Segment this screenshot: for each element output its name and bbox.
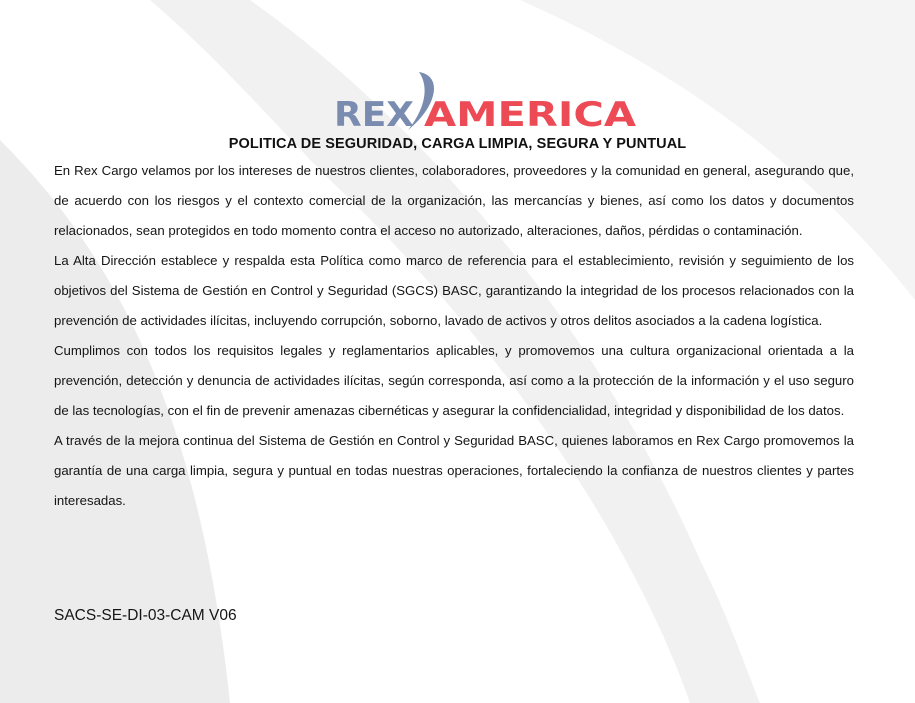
document-code: SACS-SE-DI-03-CAM V06 (54, 607, 237, 624)
policy-paragraph: Cumplimos con todos los requisitos legales y reglamentarios aplicables, y promovemos una cultura organizacional orientada a la prevención, detección y denuncia de actividades ilícitas, según corresponda, así como a la protección de la información y el uso seguro de las tecnologías, con el fin de prevenir amenazas cibernéticas y asegurar la confidencialidad, integridad y disponibilidad de los datos. (54, 343, 854, 418)
document-title: POLITICA DE SEGURIDAD, CARGA LIMPIA, SEGURA Y PUNTUAL (228, 136, 687, 152)
policy-body (54, 156, 854, 516)
logo-text-rex: REX (334, 95, 414, 135)
logo-text-america: AMERICA (424, 95, 637, 135)
rex-america-logo (334, 70, 640, 138)
policy-paragraph: A través de la mejora continua del Sistema de Gestión en Control y Seguridad BASC, quienes laboramos en Rex Cargo promovemos la garantía de una carga limpia, segura y puntual en todas nuestras operaciones, fortaleciendo la confianza de nuestros clientes y partes interesadas. (54, 433, 854, 508)
policy-paragraph: La Alta Dirección establece y respalda esta Política como marco de referencia para el establecimiento, revisión y seguimiento de los objetivos del Sistema de Gestión en Control y Seguridad (SGCS) BASC, garantizando la integridad de los procesos relacionados con la prevención de actividades ilícitas, incluyendo corrupción, soborno, lavado de activos y otros delitos asociados a la cadena logística. (54, 253, 854, 328)
policy-paragraph: En Rex Cargo velamos por los intereses de nuestros clientes, colaboradores, proveedores y la comunidad en general, asegurando que, de acuerdo con los riesgos y el contexto comercial de la organización, las mercancías y bienes, así como los datos y documentos relacionados, sean protegidos en todo momento contra el acceso no autorizado, alteraciones, daños, pérdidas o contaminación. (54, 163, 854, 238)
